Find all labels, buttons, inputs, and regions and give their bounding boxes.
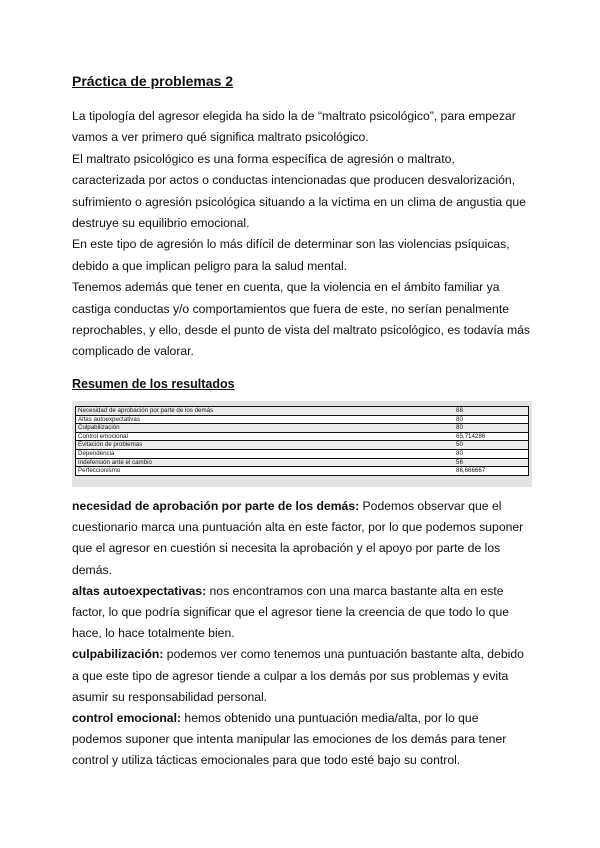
intro-line: complicado de valorar. <box>72 344 194 359</box>
result-value: 80 <box>454 424 529 433</box>
intro-line: sufrimiento o agresión psicológica situando a la víctima en un clima de angustia que <box>72 194 526 209</box>
analysis-paragraph <box>72 708 542 772</box>
result-label: Indefensión ante el cambio <box>76 458 455 467</box>
intro-line: vamos a ver primero qué significa maltrato psicológico. <box>72 130 369 145</box>
analysis-line <box>72 644 542 665</box>
result-value: 86,666667 <box>454 467 529 476</box>
intro-line: En este tipo de agresión lo más difícil de determinar son las violencias psíquicas, <box>72 237 510 252</box>
document-title: Práctica de problemas 2 <box>72 73 234 89</box>
result-label: Altas autoexpectativas <box>76 415 455 424</box>
result-label: Culpabilización <box>76 424 455 433</box>
factor-term: necesidad de aprobación por parte de los demás: <box>72 499 360 513</box>
intro-text <box>72 106 542 363</box>
intro-line: caracterizada por actos o conductas intencionadas que producen desvalorización, <box>72 173 516 188</box>
factor-term: control emocional: <box>72 711 182 726</box>
result-label: Perfeccionismo <box>76 467 455 476</box>
intro-line: castiga conductas y/o comportamientos que fuera de este, no serían penalmente <box>72 301 509 316</box>
table-row <box>76 424 529 433</box>
intro-line: El maltrato psicológico es una forma específica de agresión o maltrato, <box>72 151 455 166</box>
analysis-line <box>72 581 542 602</box>
table-row <box>76 432 529 441</box>
analysis-line: factor, lo que podría significar que el agresor tiene la creencia de que todo lo que <box>72 605 510 620</box>
results-table-image <box>72 401 532 487</box>
table-row <box>76 458 529 467</box>
analysis-paragraph <box>72 496 542 581</box>
intro-line: La tipología del agresor elegida ha sido la de “maltrato psicológico”, para empezar <box>72 109 516 123</box>
analysis-line: podemos suponer que intenta manipular las emociones de los demás para tener <box>72 732 507 747</box>
analysis-text <box>72 496 542 772</box>
intro-line: Tenemos además que tener en cuenta, que la violencia en el ámbito familiar ya <box>72 280 500 295</box>
result-label: Control emocional <box>76 432 455 441</box>
result-label: Necesidad de aprobación por parte de los demás <box>76 407 455 416</box>
analysis-text-run: podemos ver como tenemos una puntuación bastante alta, debido <box>163 647 524 662</box>
analysis-line: hace, lo hace totalmente bien. <box>72 626 235 641</box>
table-row <box>76 415 529 424</box>
factor-term: altas autoexpectativas: <box>72 583 207 598</box>
result-value: 80 <box>454 449 529 458</box>
table-row <box>76 441 529 450</box>
analysis-paragraph <box>72 581 542 645</box>
analysis-line <box>72 708 542 729</box>
result-value: 50 <box>454 441 529 450</box>
analysis-line: que el agresor en cuestión si necesita la aprobación y el apoyo por parte de los <box>72 541 501 556</box>
analysis-text-run: nos encontramos con una marca bastante alta en este <box>206 583 504 598</box>
results-table <box>75 406 529 476</box>
result-label: Evitación de problemas <box>76 441 455 450</box>
analysis-line: demás. <box>72 562 112 577</box>
result-value: 65,714286 <box>454 432 529 441</box>
result-label: Dependencia <box>76 449 455 458</box>
analysis-text-run: Podemos observar que el <box>359 499 502 513</box>
result-value: 56 <box>454 458 529 467</box>
result-value: 80 <box>454 415 529 424</box>
intro-line: reprochables, y ello, desde el punto de vista del maltrato psicológico, es todavía más <box>72 323 530 338</box>
analysis-line: cuestionario marca una puntuación alta en este factor, por lo que podemos suponer <box>72 520 524 535</box>
analysis-line: asumir su responsabilidad personal. <box>72 689 268 704</box>
result-value: 88 <box>454 407 529 416</box>
analysis-line: control y utiliza tácticas emocionales para que todo esté bajo su control. <box>72 753 461 768</box>
intro-line: destruye su equilibrio emocional. <box>72 216 250 231</box>
results-section-title: Resumen de los resultados <box>72 377 235 391</box>
analysis-paragraph <box>72 644 542 708</box>
intro-line: debido a que implican peligro para la salud mental. <box>72 258 348 273</box>
table-row <box>76 467 529 476</box>
factor-term: culpabilización: <box>72 647 164 662</box>
table-row <box>76 407 529 416</box>
table-row <box>76 449 529 458</box>
analysis-line: a que este tipo de agresor tiende a culpar a los demás por sus problemas y evita <box>72 668 509 683</box>
analysis-text-run: hemos obtenido una puntuación media/alta, por lo que <box>181 711 479 726</box>
analysis-line <box>72 496 542 517</box>
